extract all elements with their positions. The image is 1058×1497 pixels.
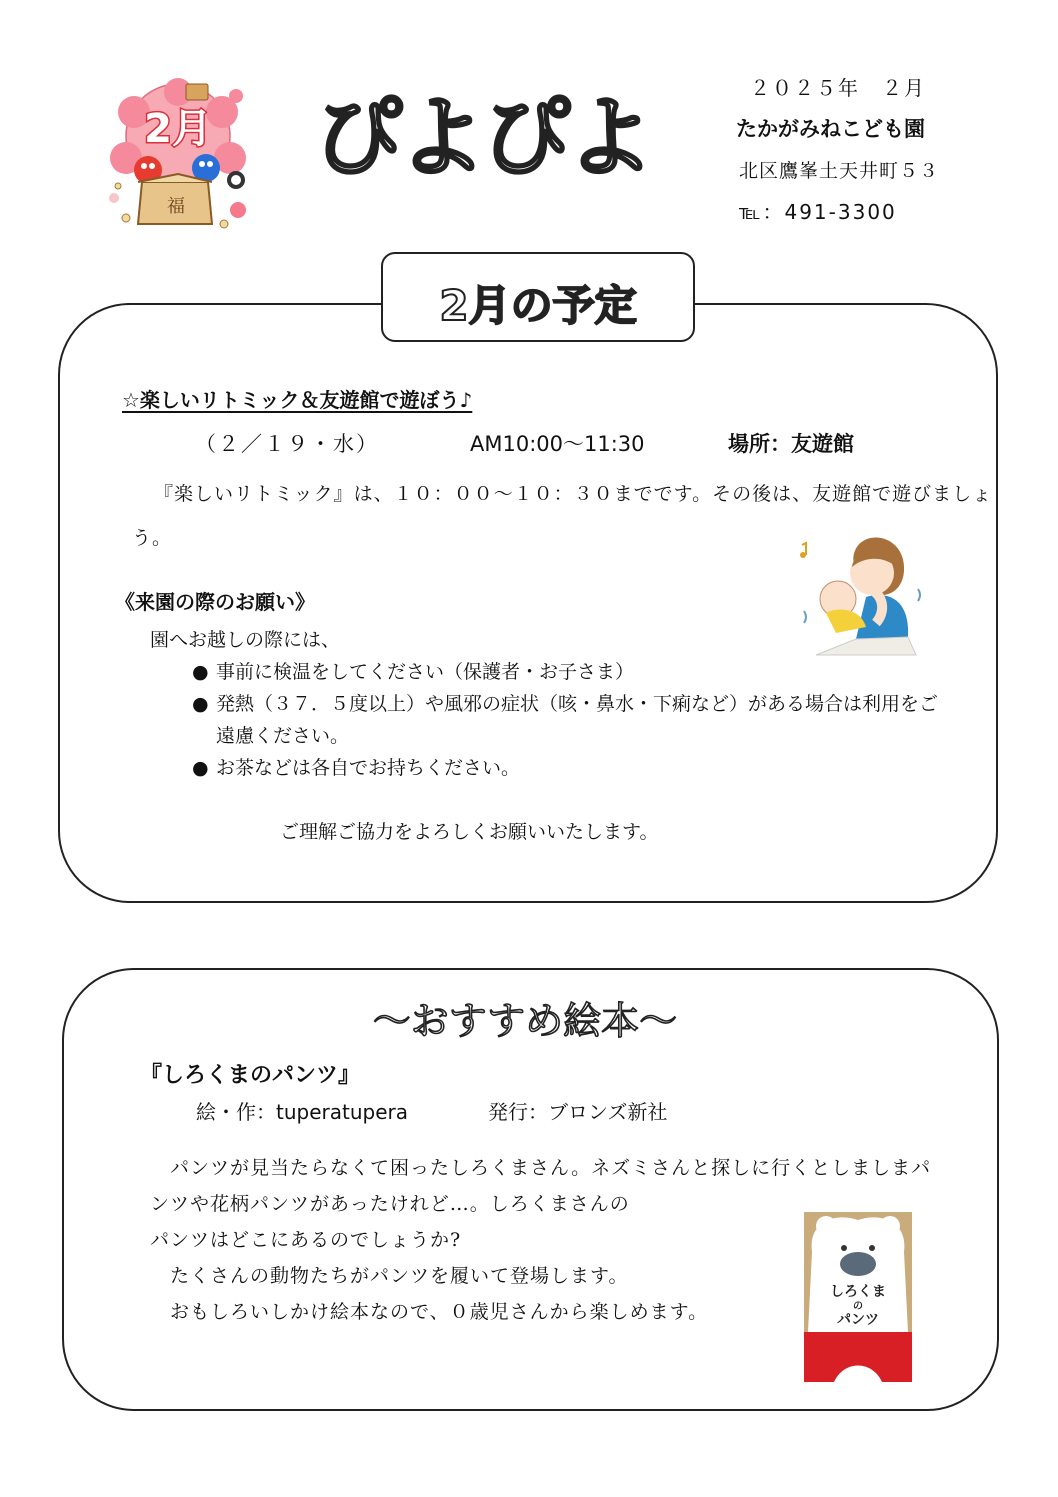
request-list [192, 656, 962, 784]
cover-title-line1: しろくま [830, 1284, 886, 1300]
newsletter-title [312, 82, 652, 187]
badge-box-char: 福 [167, 196, 185, 217]
issue-date: ２０２５年 ２月 [750, 76, 926, 100]
book-author: 絵・作：tuperatupera [196, 1100, 408, 1124]
event-date: （２／１９・水） [195, 432, 379, 456]
cover-title-line3: パンツ [837, 1312, 879, 1328]
organization-address: 北区鷹峯土天井町５３ [739, 160, 940, 182]
book-cover-image [804, 1212, 912, 1382]
schedule-title: 2月の予定 [439, 281, 637, 330]
organization-tel: ℡：491-3300 [739, 200, 897, 224]
event-heading: ☆楽しいリトミック＆友遊館で遊ぼう♪ [122, 388, 473, 412]
organization-name: たかがみねこども園 [736, 117, 925, 141]
mother-and-baby-illustration [796, 527, 926, 659]
event-time: AM10:00～11:30 [470, 432, 645, 456]
book-title: 『しろくまのパンツ』 [140, 1063, 361, 1088]
thanks-message: ご理解ご協力をよろしくお願いいたします。 [280, 821, 659, 843]
event-place: 場所：友遊館 [728, 432, 854, 456]
badge-text: 2月 [144, 106, 212, 152]
request-item: ● 発熱（３７．５度以上）や風邪の症状（咳・鼻水・下痢など）がある場合は利用をご遠慮ください。 [192, 688, 956, 752]
book-description-line: パンツはどこにあるのでしょうか? [150, 1229, 462, 1251]
svg-text:～おすすめ絵本～: ～おすすめ絵本～ [372, 999, 678, 1043]
request-item: ● お茶などは各自でお持ちください。 [192, 752, 962, 784]
request-heading: 《来園の際のお願い》 [115, 590, 315, 614]
schedule-title-tab [381, 252, 695, 342]
book-publisher: 発行：ブロンズ新社 [488, 1100, 668, 1124]
recommend-title [370, 988, 680, 1048]
request-item: ● 事前に検温をしてください（保護者・お子さま） [192, 656, 962, 688]
request-intro: 園へお越しの際には、 [150, 629, 341, 651]
event-description: 『楽しいリトミック』は、１０：００～１０：３０までです。その後は、友遊館で遊びましょう。 [132, 483, 993, 549]
book-description-line: パンツが見当たらなくて困ったしろくまさん。ネズミさんと探しに行くとしましまパ [150, 1157, 932, 1179]
svg-text:ぴよぴよ: ぴよぴよ [313, 86, 651, 187]
book-description-line: ンツや花柄パンツがあったけれど…。しろくまさんの [150, 1193, 630, 1215]
february-illustration [104, 78, 252, 232]
cover-title-line2: の [853, 1301, 863, 1312]
book-description-line: たくさんの動物たちがパンツを履いて登場します。 [150, 1265, 629, 1287]
book-description-line: おもしろいしかけ絵本なので、０歳児さんから楽しめます。 [150, 1301, 709, 1323]
